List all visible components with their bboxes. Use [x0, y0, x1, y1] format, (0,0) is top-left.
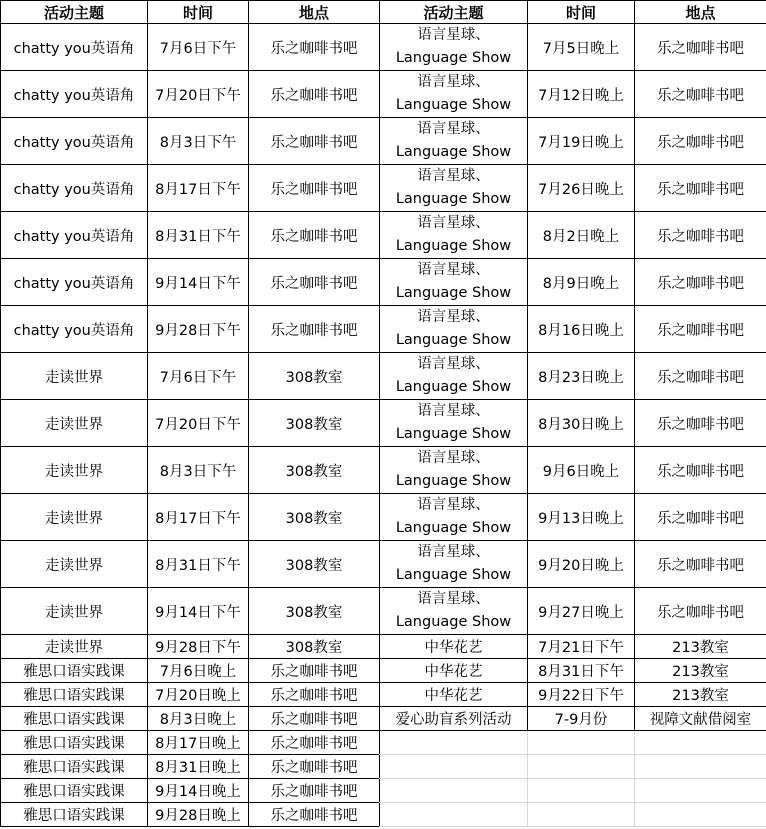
place-cell: 乐之咖啡书吧 — [249, 212, 380, 259]
header-topic: 活动主题 — [1, 1, 148, 24]
time-cell: 7月19日晚上 — [528, 118, 635, 165]
table-row — [1, 24, 380, 71]
topic-line-1: 语言星球、 — [417, 403, 490, 419]
topic-cell: 雅思口语实践课 — [1, 779, 148, 803]
time-cell: 8月3日下午 — [148, 118, 249, 165]
empty-cell — [635, 779, 766, 803]
time-cell: 9月13日晚上 — [528, 494, 635, 541]
topic-cell — [380, 588, 528, 635]
place-cell: 乐之咖啡书吧 — [249, 731, 380, 755]
topic-cell: chatty you英语角 — [1, 212, 148, 259]
topic-line-2: Language Show — [395, 426, 512, 442]
topic-line-2: Language Show — [395, 567, 512, 583]
time-cell: 9月28日下午 — [148, 635, 249, 659]
table-row — [380, 494, 766, 541]
place-cell: 乐之咖啡书吧 — [635, 541, 766, 588]
topic-line-2: Language Show — [395, 332, 512, 348]
time-cell: 7月20日晚上 — [148, 683, 249, 707]
time-cell: 7月6日下午 — [148, 353, 249, 400]
empty-row — [380, 779, 766, 803]
right-header-row — [380, 1, 766, 24]
time-cell: 9月28日晚上 — [148, 803, 249, 827]
topic-cell: chatty you英语角 — [1, 259, 148, 306]
place-cell: 乐之咖啡书吧 — [635, 212, 766, 259]
time-cell: 7月5日晚上 — [528, 24, 635, 71]
time-cell: 8月9日晚上 — [528, 259, 635, 306]
topic-line-1: 语言星球、 — [417, 591, 490, 607]
place-cell: 308教室 — [249, 588, 380, 635]
topic-cell: 雅思口语实践课 — [1, 755, 148, 779]
table-row — [380, 683, 766, 707]
table-row — [380, 165, 766, 212]
place-cell: 乐之咖啡书吧 — [249, 683, 380, 707]
table-row — [1, 635, 380, 659]
time-cell: 8月17日下午 — [148, 494, 249, 541]
place-cell: 乐之咖啡书吧 — [249, 659, 380, 683]
topic-line-2: Language Show — [395, 97, 512, 113]
table-row — [1, 707, 380, 731]
topic-cell: 走读世界 — [1, 588, 148, 635]
topic-cell: 雅思口语实践课 — [1, 803, 148, 827]
place-cell: 乐之咖啡书吧 — [635, 259, 766, 306]
topic-cell — [380, 400, 528, 447]
time-cell: 8月17日下午 — [148, 165, 249, 212]
time-cell: 9月20日晚上 — [528, 541, 635, 588]
topic-cell: 走读世界 — [1, 494, 148, 541]
table-row — [1, 400, 380, 447]
topic-cell — [380, 259, 528, 306]
table-row — [1, 803, 380, 827]
table-row — [380, 353, 766, 400]
place-cell: 乐之咖啡书吧 — [249, 118, 380, 165]
table-row — [1, 731, 380, 755]
topic-cell: 爱心助盲系列活动 — [380, 707, 528, 731]
time-cell: 9月6日晚上 — [528, 447, 635, 494]
time-cell: 8月23日晚上 — [528, 353, 635, 400]
table-row — [380, 306, 766, 353]
place-cell: 乐之咖啡书吧 — [249, 803, 380, 827]
place-cell: 308教室 — [249, 635, 380, 659]
time-cell: 7月21日下午 — [528, 635, 635, 659]
place-cell: 乐之咖啡书吧 — [249, 71, 380, 118]
table-row — [1, 165, 380, 212]
topic-line-2: Language Show — [395, 285, 512, 301]
place-cell: 乐之咖啡书吧 — [249, 707, 380, 731]
topic-cell — [380, 165, 528, 212]
topic-line-2: Language Show — [395, 191, 512, 207]
place-cell: 308教室 — [249, 400, 380, 447]
topic-line-1: 语言星球、 — [417, 168, 490, 184]
table-row — [1, 659, 380, 683]
place-cell: 乐之咖啡书吧 — [635, 165, 766, 212]
time-cell: 7月12日晚上 — [528, 71, 635, 118]
header-topic: 活动主题 — [380, 1, 528, 24]
topic-line-1: 语言星球、 — [417, 450, 490, 466]
place-cell: 308教室 — [249, 494, 380, 541]
time-cell: 9月14日晚上 — [148, 779, 249, 803]
empty-cell — [380, 803, 528, 827]
table-row — [380, 635, 766, 659]
table-row — [1, 755, 380, 779]
time-cell: 7-9月份 — [528, 707, 635, 731]
place-cell: 213教室 — [635, 659, 766, 683]
topic-line-1: 语言星球、 — [417, 27, 490, 43]
topic-cell — [380, 71, 528, 118]
right-schedule-table — [379, 0, 766, 827]
empty-cell — [528, 779, 635, 803]
topic-cell: chatty you英语角 — [1, 24, 148, 71]
place-cell: 乐之咖啡书吧 — [635, 71, 766, 118]
place-cell: 乐之咖啡书吧 — [249, 755, 380, 779]
topic-cell: 走读世界 — [1, 541, 148, 588]
table-row — [380, 707, 766, 731]
topic-line-1: 语言星球、 — [417, 74, 490, 90]
topic-line-1: 语言星球、 — [417, 497, 490, 513]
topic-cell — [380, 447, 528, 494]
topic-cell: 走读世界 — [1, 400, 148, 447]
topic-line-2: Language Show — [395, 144, 512, 160]
table-row — [380, 212, 766, 259]
left-schedule-table — [0, 0, 380, 827]
topic-cell — [380, 118, 528, 165]
time-cell: 9月14日下午 — [148, 259, 249, 306]
time-cell: 8月31日晚上 — [148, 755, 249, 779]
table-row — [1, 212, 380, 259]
time-cell: 9月27日晚上 — [528, 588, 635, 635]
topic-line-1: 语言星球、 — [417, 309, 490, 325]
topic-cell — [380, 24, 528, 71]
table-row — [1, 71, 380, 118]
time-cell: 8月3日晚上 — [148, 707, 249, 731]
place-cell: 乐之咖啡书吧 — [249, 779, 380, 803]
topic-cell — [380, 306, 528, 353]
topic-cell — [380, 541, 528, 588]
time-cell: 7月20日下午 — [148, 71, 249, 118]
table-row — [1, 259, 380, 306]
empty-row — [380, 731, 766, 755]
topic-cell: chatty you英语角 — [1, 165, 148, 212]
topic-line-2: Language Show — [395, 238, 512, 254]
topic-line-2: Language Show — [395, 50, 512, 66]
topic-cell: 雅思口语实践课 — [1, 707, 148, 731]
place-cell: 视障文献借阅室 — [635, 707, 766, 731]
table-row — [1, 447, 380, 494]
empty-cell — [635, 731, 766, 755]
time-cell: 9月22日下午 — [528, 683, 635, 707]
time-cell: 8月17日晚上 — [148, 731, 249, 755]
table-row — [380, 447, 766, 494]
table-row — [1, 306, 380, 353]
place-cell: 乐之咖啡书吧 — [635, 447, 766, 494]
empty-row — [380, 803, 766, 827]
place-cell: 乐之咖啡书吧 — [635, 400, 766, 447]
empty-cell — [380, 755, 528, 779]
topic-cell: 雅思口语实践课 — [1, 731, 148, 755]
place-cell: 乐之咖啡书吧 — [635, 353, 766, 400]
topic-cell: 走读世界 — [1, 635, 148, 659]
time-cell: 7月26日晚上 — [528, 165, 635, 212]
topic-line-2: Language Show — [395, 520, 512, 536]
topic-cell: 中华花艺 — [380, 635, 528, 659]
table-row — [380, 24, 766, 71]
time-cell: 8月30日晚上 — [528, 400, 635, 447]
table-row — [380, 400, 766, 447]
topic-cell — [380, 353, 528, 400]
header-place: 地点 — [635, 1, 766, 24]
time-cell: 7月6日下午 — [148, 24, 249, 71]
table-row — [380, 118, 766, 165]
empty-cell — [528, 755, 635, 779]
time-cell: 7月20日下午 — [148, 400, 249, 447]
empty-cell — [635, 755, 766, 779]
place-cell: 乐之咖啡书吧 — [635, 306, 766, 353]
topic-cell: chatty you英语角 — [1, 118, 148, 165]
table-row — [1, 353, 380, 400]
place-cell: 213教室 — [635, 683, 766, 707]
header-time: 时间 — [528, 1, 635, 24]
topic-cell — [380, 494, 528, 541]
time-cell: 8月31日下午 — [148, 541, 249, 588]
place-cell: 乐之咖啡书吧 — [249, 24, 380, 71]
table-row — [380, 541, 766, 588]
place-cell: 乐之咖啡书吧 — [249, 165, 380, 212]
time-cell: 8月31日下午 — [528, 659, 635, 683]
topic-cell: 中华花艺 — [380, 659, 528, 683]
place-cell: 乐之咖啡书吧 — [249, 306, 380, 353]
time-cell: 8月2日晚上 — [528, 212, 635, 259]
table-row — [1, 588, 380, 635]
time-cell: 8月31日下午 — [148, 212, 249, 259]
time-cell: 8月3日下午 — [148, 447, 249, 494]
time-cell: 7月6日晚上 — [148, 659, 249, 683]
empty-cell — [528, 731, 635, 755]
topic-cell: 走读世界 — [1, 353, 148, 400]
place-cell: 乐之咖啡书吧 — [635, 24, 766, 71]
time-cell: 8月16日晚上 — [528, 306, 635, 353]
topic-line-2: Language Show — [395, 379, 512, 395]
table-row — [1, 779, 380, 803]
topic-cell: 中华花艺 — [380, 683, 528, 707]
topic-cell: 雅思口语实践课 — [1, 683, 148, 707]
time-cell: 9月14日下午 — [148, 588, 249, 635]
left-header-row — [1, 1, 380, 24]
topic-cell: 走读世界 — [1, 447, 148, 494]
place-cell: 308教室 — [249, 541, 380, 588]
header-place: 地点 — [249, 1, 380, 24]
topic-cell: chatty you英语角 — [1, 306, 148, 353]
place-cell: 213教室 — [635, 635, 766, 659]
table-row — [380, 659, 766, 683]
empty-cell — [380, 779, 528, 803]
place-cell: 308教室 — [249, 447, 380, 494]
topic-line-2: Language Show — [395, 614, 512, 630]
topic-cell: chatty you英语角 — [1, 71, 148, 118]
table-row — [1, 541, 380, 588]
place-cell: 308教室 — [249, 353, 380, 400]
empty-cell — [635, 803, 766, 827]
time-cell: 9月28日下午 — [148, 306, 249, 353]
table-row — [380, 259, 766, 306]
place-cell: 乐之咖啡书吧 — [635, 118, 766, 165]
table-row — [1, 494, 380, 541]
topic-cell: 雅思口语实践课 — [1, 659, 148, 683]
topic-line-1: 语言星球、 — [417, 544, 490, 560]
topic-line-1: 语言星球、 — [417, 356, 490, 372]
place-cell: 乐之咖啡书吧 — [249, 259, 380, 306]
table-row — [1, 683, 380, 707]
empty-cell — [528, 803, 635, 827]
topic-line-2: Language Show — [395, 473, 512, 489]
table-row — [1, 118, 380, 165]
table-row — [380, 71, 766, 118]
topic-line-1: 语言星球、 — [417, 121, 490, 137]
empty-row — [380, 755, 766, 779]
place-cell: 乐之咖啡书吧 — [635, 588, 766, 635]
topic-line-1: 语言星球、 — [417, 262, 490, 278]
empty-cell — [380, 731, 528, 755]
place-cell: 乐之咖啡书吧 — [635, 494, 766, 541]
topic-line-1: 语言星球、 — [417, 215, 490, 231]
table-row — [380, 588, 766, 635]
header-time: 时间 — [148, 1, 249, 24]
topic-cell — [380, 212, 528, 259]
